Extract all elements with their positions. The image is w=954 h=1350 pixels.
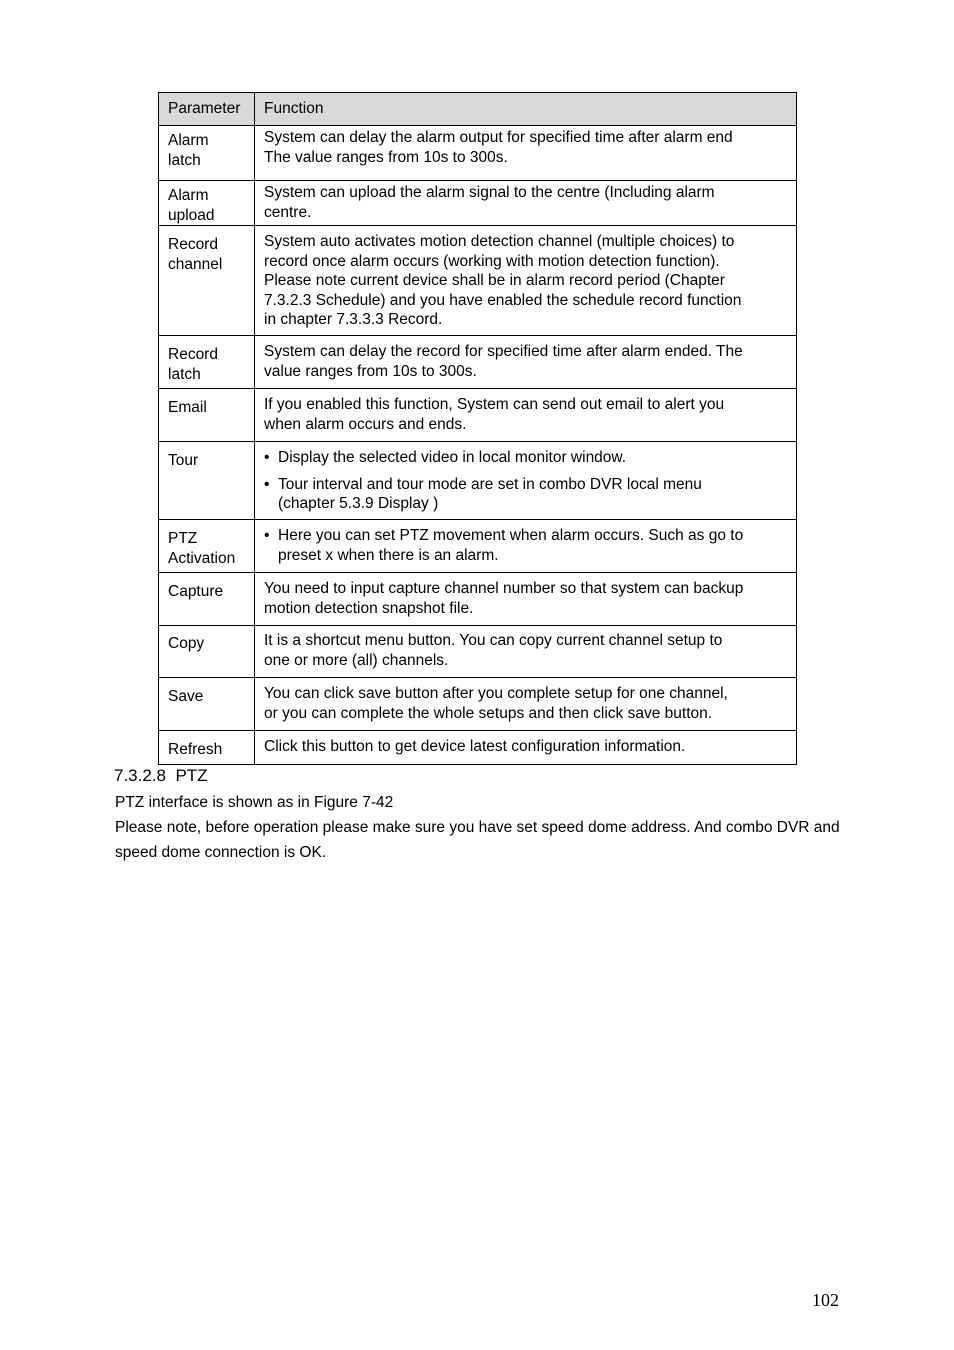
bullet-item <box>264 475 794 514</box>
function-line: value ranges from 10s to 300s. <box>264 362 477 380</box>
note-paragraph: Please note, before operation please make sure you have set speed dome address. And combo DVR and speed dome connection is OK. <box>115 819 840 861</box>
function-cell <box>255 389 797 442</box>
function-cell <box>255 520 797 573</box>
table-row <box>159 520 797 573</box>
header-function: Function <box>255 93 797 126</box>
table-row <box>159 731 797 765</box>
parameter-label: Record latch <box>168 346 218 383</box>
function-cell <box>255 731 797 765</box>
section-number: 7.3.2.8 <box>114 766 166 785</box>
parameter-label: Tour <box>168 452 199 469</box>
function-cell <box>255 626 797 678</box>
function-line: The value ranges from 10s to 300s. <box>264 148 508 166</box>
function-line: It is a shortcut menu button. You can copy current channel setup to <box>264 632 723 649</box>
parameter-label: Capture <box>168 583 224 600</box>
table-row <box>159 573 797 626</box>
function-line: You can click save button after you complete setup for one channel, <box>264 685 728 702</box>
parameter-cell <box>159 573 255 626</box>
function-line: one or more (all) channels. <box>264 651 449 669</box>
bullet-icon: • <box>264 449 270 466</box>
function-line: Click this button to get device latest configuration information. <box>264 738 686 755</box>
function-cell <box>255 181 797 226</box>
bullet-text: Tour interval and tour mode are set in combo DVR local menu <box>278 475 702 493</box>
function-line: System can delay the alarm output for specified time after alarm end <box>264 129 733 146</box>
bullet-icon: • <box>264 475 270 493</box>
bullet-item <box>264 448 794 468</box>
parameter-cell <box>159 226 255 336</box>
function-line: when alarm occurs and ends. <box>264 415 467 433</box>
function-line: System can delay the record for specified time after alarm ended. The <box>264 343 743 360</box>
function-cell <box>255 336 797 389</box>
section-title: PTZ <box>175 766 208 785</box>
table-row <box>159 626 797 678</box>
table-row <box>159 442 797 520</box>
table-row <box>159 126 797 181</box>
table-header-row <box>159 93 797 126</box>
parameter-cell <box>159 336 255 389</box>
table-row <box>159 678 797 731</box>
table-row <box>159 181 797 226</box>
parameter-cell <box>159 626 255 678</box>
parameter-label: PTZ Activation <box>168 530 236 567</box>
parameter-label: Refresh <box>168 741 223 758</box>
table-row <box>159 389 797 442</box>
parameter-label: Alarm upload <box>168 187 215 224</box>
function-line: System auto activates motion detection channel (multiple choices) to <box>264 233 735 250</box>
function-cell <box>255 573 797 626</box>
parameter-label: Save <box>168 688 204 705</box>
table-row <box>159 226 797 336</box>
parameter-cell <box>159 181 255 226</box>
parameter-cell <box>159 389 255 442</box>
bullet-icon <box>264 494 278 514</box>
function-line: You need to input capture channel number so that system can backup <box>264 580 744 597</box>
function-line: centre. <box>264 203 312 221</box>
table-row <box>159 336 797 389</box>
parameter-label: Email <box>168 399 207 416</box>
function-line: If you enabled this function, System can send out email to alert you <box>264 396 725 413</box>
parameter-label: Copy <box>168 635 205 652</box>
parameter-cell <box>159 678 255 731</box>
bullet-text: Display the selected video in local monitor window. <box>278 449 627 466</box>
page-number: 102 <box>812 1290 839 1310</box>
parameter-cell <box>159 731 255 765</box>
parameter-table <box>158 92 797 765</box>
bullet-text: (chapter 5.3.9 Display ) <box>278 495 439 512</box>
parameter-label: Alarm latch <box>168 132 209 169</box>
parameter-cell <box>159 520 255 573</box>
bullet-icon <box>264 546 278 566</box>
parameter-cell <box>159 126 255 181</box>
function-line: in chapter 7.3.3.3 Record. <box>264 311 443 328</box>
parameter-label: Record channel <box>168 236 223 273</box>
header-parameter: Parameter <box>159 93 255 126</box>
function-cell <box>255 442 797 520</box>
bullet-icon: • <box>264 527 270 544</box>
parameter-cell <box>159 442 255 520</box>
function-line: or you can complete the whole setups and then click save button. <box>264 704 713 722</box>
function-line: System can upload the alarm signal to the centre (Including alarm <box>264 184 715 201</box>
function-line: record once alarm occurs (working with motion detection function). <box>264 252 720 270</box>
function-line: motion detection snapshot file. <box>264 599 474 617</box>
intro-paragraph: PTZ interface is shown as in Figure 7-42 <box>115 794 394 811</box>
function-cell <box>255 226 797 336</box>
section-heading <box>114 766 208 786</box>
function-line: 7.3.2.3 Schedule) and you have enabled the schedule record function <box>264 291 742 309</box>
function-cell <box>255 678 797 731</box>
bullet-text: Here you can set PTZ movement when alarm occurs. Such as go to <box>278 527 744 544</box>
bullet-item <box>264 526 794 565</box>
function-line: Please note current device shall be in alarm record period (Chapter <box>264 272 725 289</box>
bullet-text: preset x when there is an alarm. <box>278 546 499 564</box>
function-cell <box>255 126 797 181</box>
